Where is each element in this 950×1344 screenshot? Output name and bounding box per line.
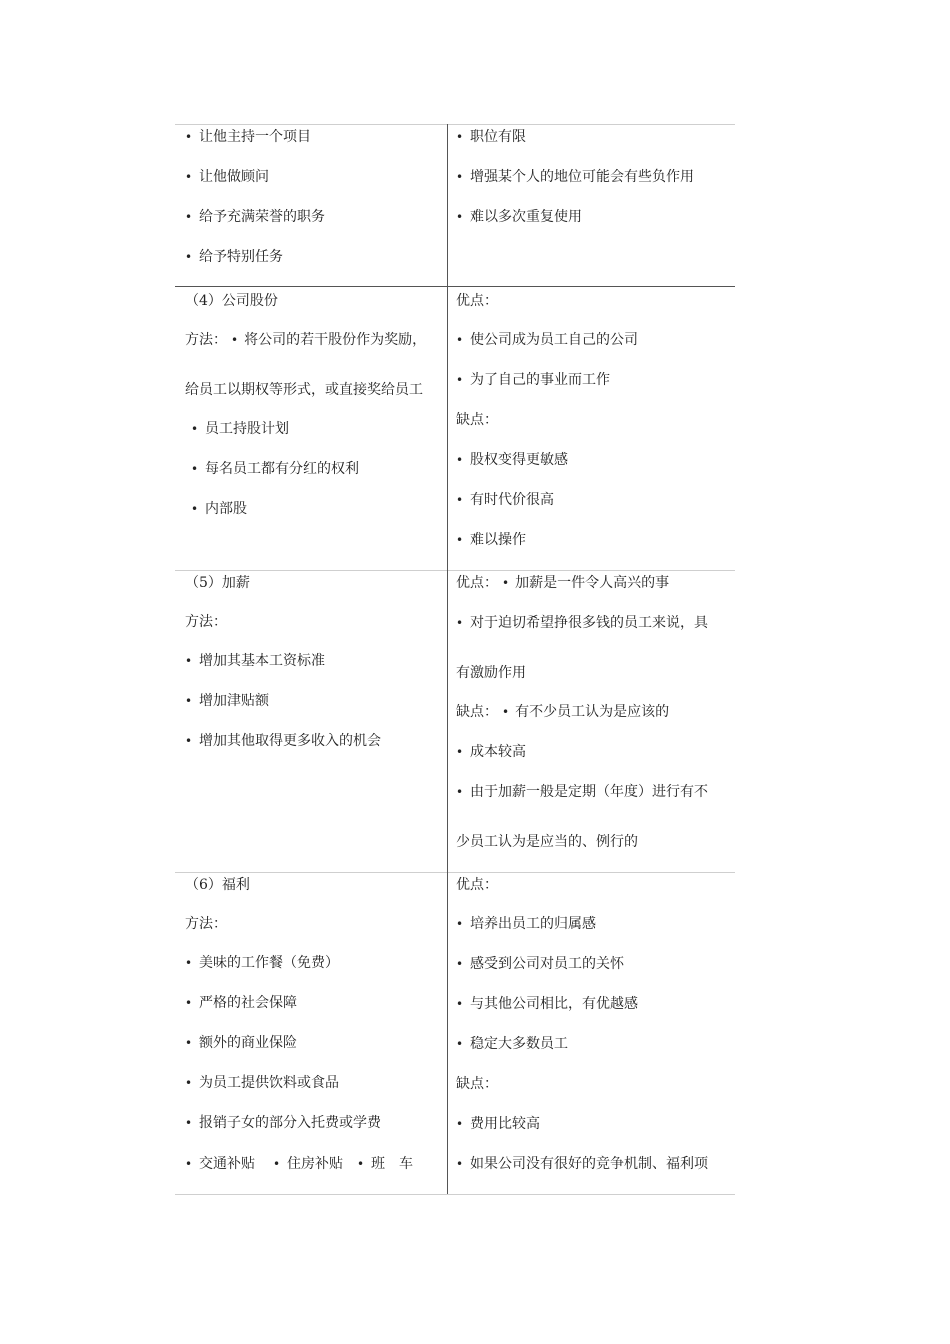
methods-cell: [175, 286, 448, 570]
cons-label: 缺点：: [456, 412, 498, 428]
list-item: • 为了自己的事业而工作: [456, 370, 610, 390]
methods-cell: [175, 570, 448, 872]
list-item: • 增加其他取得更多收入的机会: [185, 731, 381, 751]
table-row-raise: [175, 570, 735, 872]
list-item: • 给予特别任务: [185, 247, 283, 267]
list-item: • 成本较高: [456, 742, 526, 762]
bullet-glyph: •: [502, 576, 510, 590]
table-row-benefits: [175, 872, 735, 1194]
pros-line: 优点： • 加薪是一件令人高兴的事: [456, 575, 670, 591]
list-item: • 内部股: [191, 499, 247, 519]
section-title: （5）加薪: [185, 575, 250, 591]
list-item: • 对于迫切希望挣很多钱的员工来说，具: [456, 613, 708, 633]
list-item: • 感受到公司对员工的关怀: [456, 954, 624, 974]
list-item: • 增加其基本工资标准: [185, 651, 325, 671]
method-continuation: 给员工以期权等形式，或直接奖给员工: [185, 382, 423, 398]
evaluation-cell: [448, 570, 735, 872]
list-item: • 难以多次重复使用: [456, 207, 582, 227]
list-item: • 职位有限: [456, 127, 526, 147]
list-item-continuation: 少员工认为是应当的、例行的: [456, 834, 638, 850]
list-item: • 严格的社会保障: [185, 993, 297, 1013]
list-item: • 美味的工作餐（免费）: [185, 953, 339, 973]
table-row-honor: [175, 124, 735, 286]
multi-item-line: [185, 1154, 413, 1174]
table-rule: [175, 1194, 735, 1195]
method-label: 方法：: [185, 916, 227, 932]
list-item: • 额外的商业保险: [185, 1033, 297, 1053]
list-item: • 给予充满荣誉的职务: [185, 207, 325, 227]
bullet-glyph: •: [231, 333, 239, 347]
list-item: • 为员工提供饮料或食品: [185, 1073, 339, 1093]
list-item: • 每名员工都有分红的权利: [191, 459, 359, 479]
list-item: • 员工持股计划: [191, 419, 289, 439]
evaluation-cell: [448, 872, 735, 1194]
list-item: • 使公司成为员工自己的公司: [456, 330, 638, 350]
list-item: • 交通补贴: [185, 1156, 255, 1172]
list-item: • 住房补贴: [273, 1156, 343, 1172]
list-item: • 有时代价很高: [456, 490, 554, 510]
list-item: • 如果公司没有很好的竞争机制、福利项: [456, 1154, 708, 1174]
methods-cell: [175, 124, 448, 286]
methods-cell: [175, 872, 448, 1194]
evaluation-cell: [448, 124, 735, 286]
pros-label: 优点：: [456, 293, 498, 309]
list-item: • 增强某个人的地位可能会有些负作用: [456, 167, 694, 187]
list-item: • 费用比较高: [456, 1114, 540, 1134]
list-item: • 班 车: [357, 1156, 413, 1172]
method-label: 方法：: [185, 614, 227, 630]
section-title: （6）福利: [185, 877, 250, 893]
pros-label: 优点：: [456, 877, 498, 893]
list-item-continuation: 有激励作用: [456, 665, 526, 681]
list-item: • 难以操作: [456, 530, 526, 550]
list-item: • 股权变得更敏感: [456, 450, 568, 470]
table-row-shares: [175, 286, 735, 570]
method-line: 方法： • 将公司的若干股份作为奖励，: [185, 332, 427, 348]
cons-label: 缺点：: [456, 1076, 498, 1092]
list-item: • 让他做顾问: [185, 167, 269, 187]
evaluation-cell: [448, 286, 735, 570]
list-item: • 让他主持一个项目: [185, 127, 311, 147]
list-item: • 由于加薪一般是定期（年度）进行有不: [456, 782, 708, 802]
list-item: • 与其他公司相比，有优越感: [456, 994, 638, 1014]
list-item: • 稳定大多数员工: [456, 1034, 568, 1054]
section-title: （4）公司股份: [185, 293, 278, 309]
incentive-table: [175, 124, 735, 1194]
bullet-glyph: •: [502, 705, 510, 719]
cons-line: 缺点： • 有不少员工认为是应该的: [456, 704, 670, 720]
list-item: • 增加津贴额: [185, 691, 269, 711]
list-item: • 报销子女的部分入托费或学费: [185, 1113, 381, 1133]
list-item: • 培养出员工的归属感: [456, 914, 596, 934]
